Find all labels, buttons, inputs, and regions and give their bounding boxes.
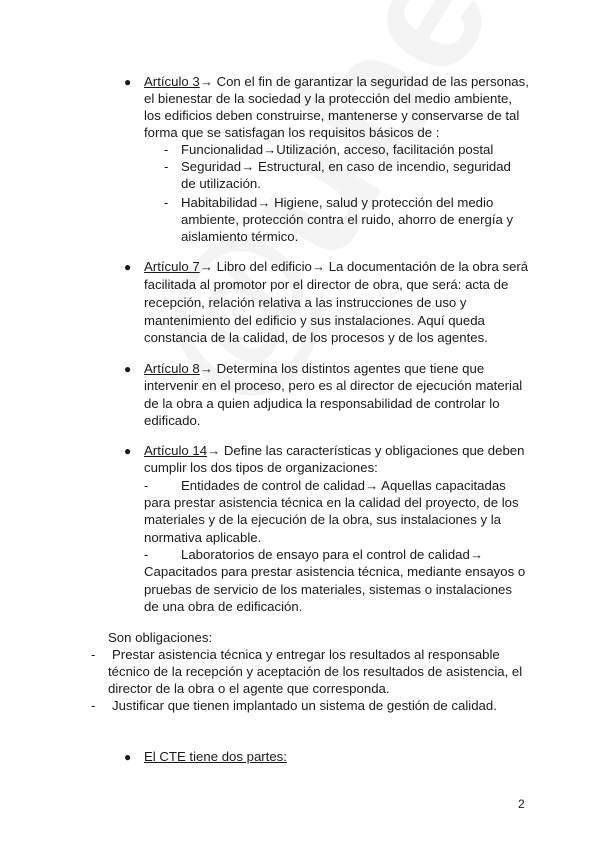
article-7-line-5: constancia de la calidad, de los procesos y de los agentes. <box>144 330 488 345</box>
test-labs-line-2: Capacitados para prestar asistencia técnica, mediante ensayos o <box>144 564 526 579</box>
requirement-functionality: Funcionalidad→Utilización, acceso, facilitación postal <box>181 142 494 157</box>
quality-entities-line-3: materiales y de la ejecución de la obra, sus instalaciones y la <box>144 512 501 527</box>
dash-icon: - <box>91 647 96 662</box>
obligation-1-line-1: Prestar asistencia técnica y entregar los resultados al responsable <box>112 647 500 662</box>
article-3-line-3: los edificios deben construirse, mantenerse y conservarse de tal <box>144 108 520 123</box>
article-7-title: Artículo 7 <box>144 259 200 274</box>
requirement-habitability-line-3: aislamiento térmico. <box>181 229 299 244</box>
obligation-1-line-2: técnico de la recepción y aceptación de los resultados de asistencia, el <box>108 664 523 679</box>
quality-entities-line-2: para prestar asistencia técnica en la calidad del proyecto, de los <box>144 495 519 510</box>
article-14-line-2: cumplir los dos tipos de organizaciones: <box>144 460 378 475</box>
test-labs-line-3: pruebas de servicio de los materiales, sistemas o instalaciones <box>144 582 512 597</box>
quality-entities-line-1: Entidades de control de calidad→ Aquellas capacitadas <box>181 478 506 493</box>
bullet-icon: ● <box>124 750 132 764</box>
quality-entities-line-4: normativa aplicable. <box>144 530 262 545</box>
article-3-line-1: Artículo 3→ Con el fin de garantizar la seguridad de las personas, <box>144 74 529 89</box>
article-8-line-4: edificado. <box>144 413 201 428</box>
requirement-safety-line-2: de utilización. <box>181 176 261 191</box>
requirement-habitability-line-1: Habitabilidad→ Higiene, salud y protección del medio <box>181 195 494 210</box>
article-8-line-1: Artículo 8→ Determina los distintos agentes que tiene que <box>144 361 485 376</box>
article-3-line-2: el bienestar de la sociedad y la protección del medio ambiente, <box>144 91 513 106</box>
article-8-line-3: de la obra a quien adjudica la responsabilidad de controlar lo <box>144 396 500 411</box>
cte-title: El CTE tiene dos partes: <box>144 749 287 764</box>
article-14-line-1: Artículo 14→ Define las características y obligaciones que deben <box>144 443 525 458</box>
bullet-icon: ● <box>124 260 132 274</box>
obligation-2: Justificar que tienen implantado un sistema de gestión de calidad. <box>112 698 497 713</box>
dash-icon: - <box>164 195 169 210</box>
article-7-line-3: recepción, relación relativa a las instrucciones de uso y <box>144 295 467 310</box>
requirement-safety-line-1: Seguridad→ Estructural, en caso de incendio, seguridad <box>181 159 511 174</box>
test-labs-line-1: Laboratorios de ensayo para el control de calidad→ <box>181 547 484 562</box>
dash-icon: - <box>144 478 149 493</box>
article-3-title: Artículo 3 <box>144 74 200 89</box>
bullet-icon: ● <box>124 362 132 376</box>
article-8-title: Artículo 8 <box>144 361 200 376</box>
article-8-line-2: intervenir en el proceso, pero es al director de ejecución material <box>144 378 523 393</box>
dash-icon: - <box>164 142 169 157</box>
obligation-1-line-3: director de la obra o el agente que corresponda. <box>108 681 390 696</box>
article-7-line-2: facilitada al promotor por el director de obra, que será: acta de <box>144 277 509 292</box>
dash-icon: - <box>164 159 169 174</box>
article-3-line-4: forma que se satisfagan los requisitos básicos de : <box>144 125 440 140</box>
dash-icon: - <box>144 547 149 562</box>
article-14-title: Artículo 14 <box>144 443 208 458</box>
dash-icon: - <box>91 698 96 713</box>
page-number: 2 <box>518 797 525 811</box>
test-labs-line-4: de una obra de edificación. <box>144 599 303 614</box>
bullet-icon: ● <box>124 444 132 458</box>
requirement-habitability-line-2: ambiente, protección contra el ruido, ahorro de energía y <box>181 212 514 227</box>
article-7-line-4: mantenimiento del edificio y sus instalaciones. Aquí queda <box>144 313 485 328</box>
article-7-line-1: Artículo 7→ Libro del edificio→ La documentación de la obra será <box>144 259 529 274</box>
bullet-icon: ● <box>124 75 132 89</box>
obligations-heading: Son obligaciones: <box>108 630 213 645</box>
